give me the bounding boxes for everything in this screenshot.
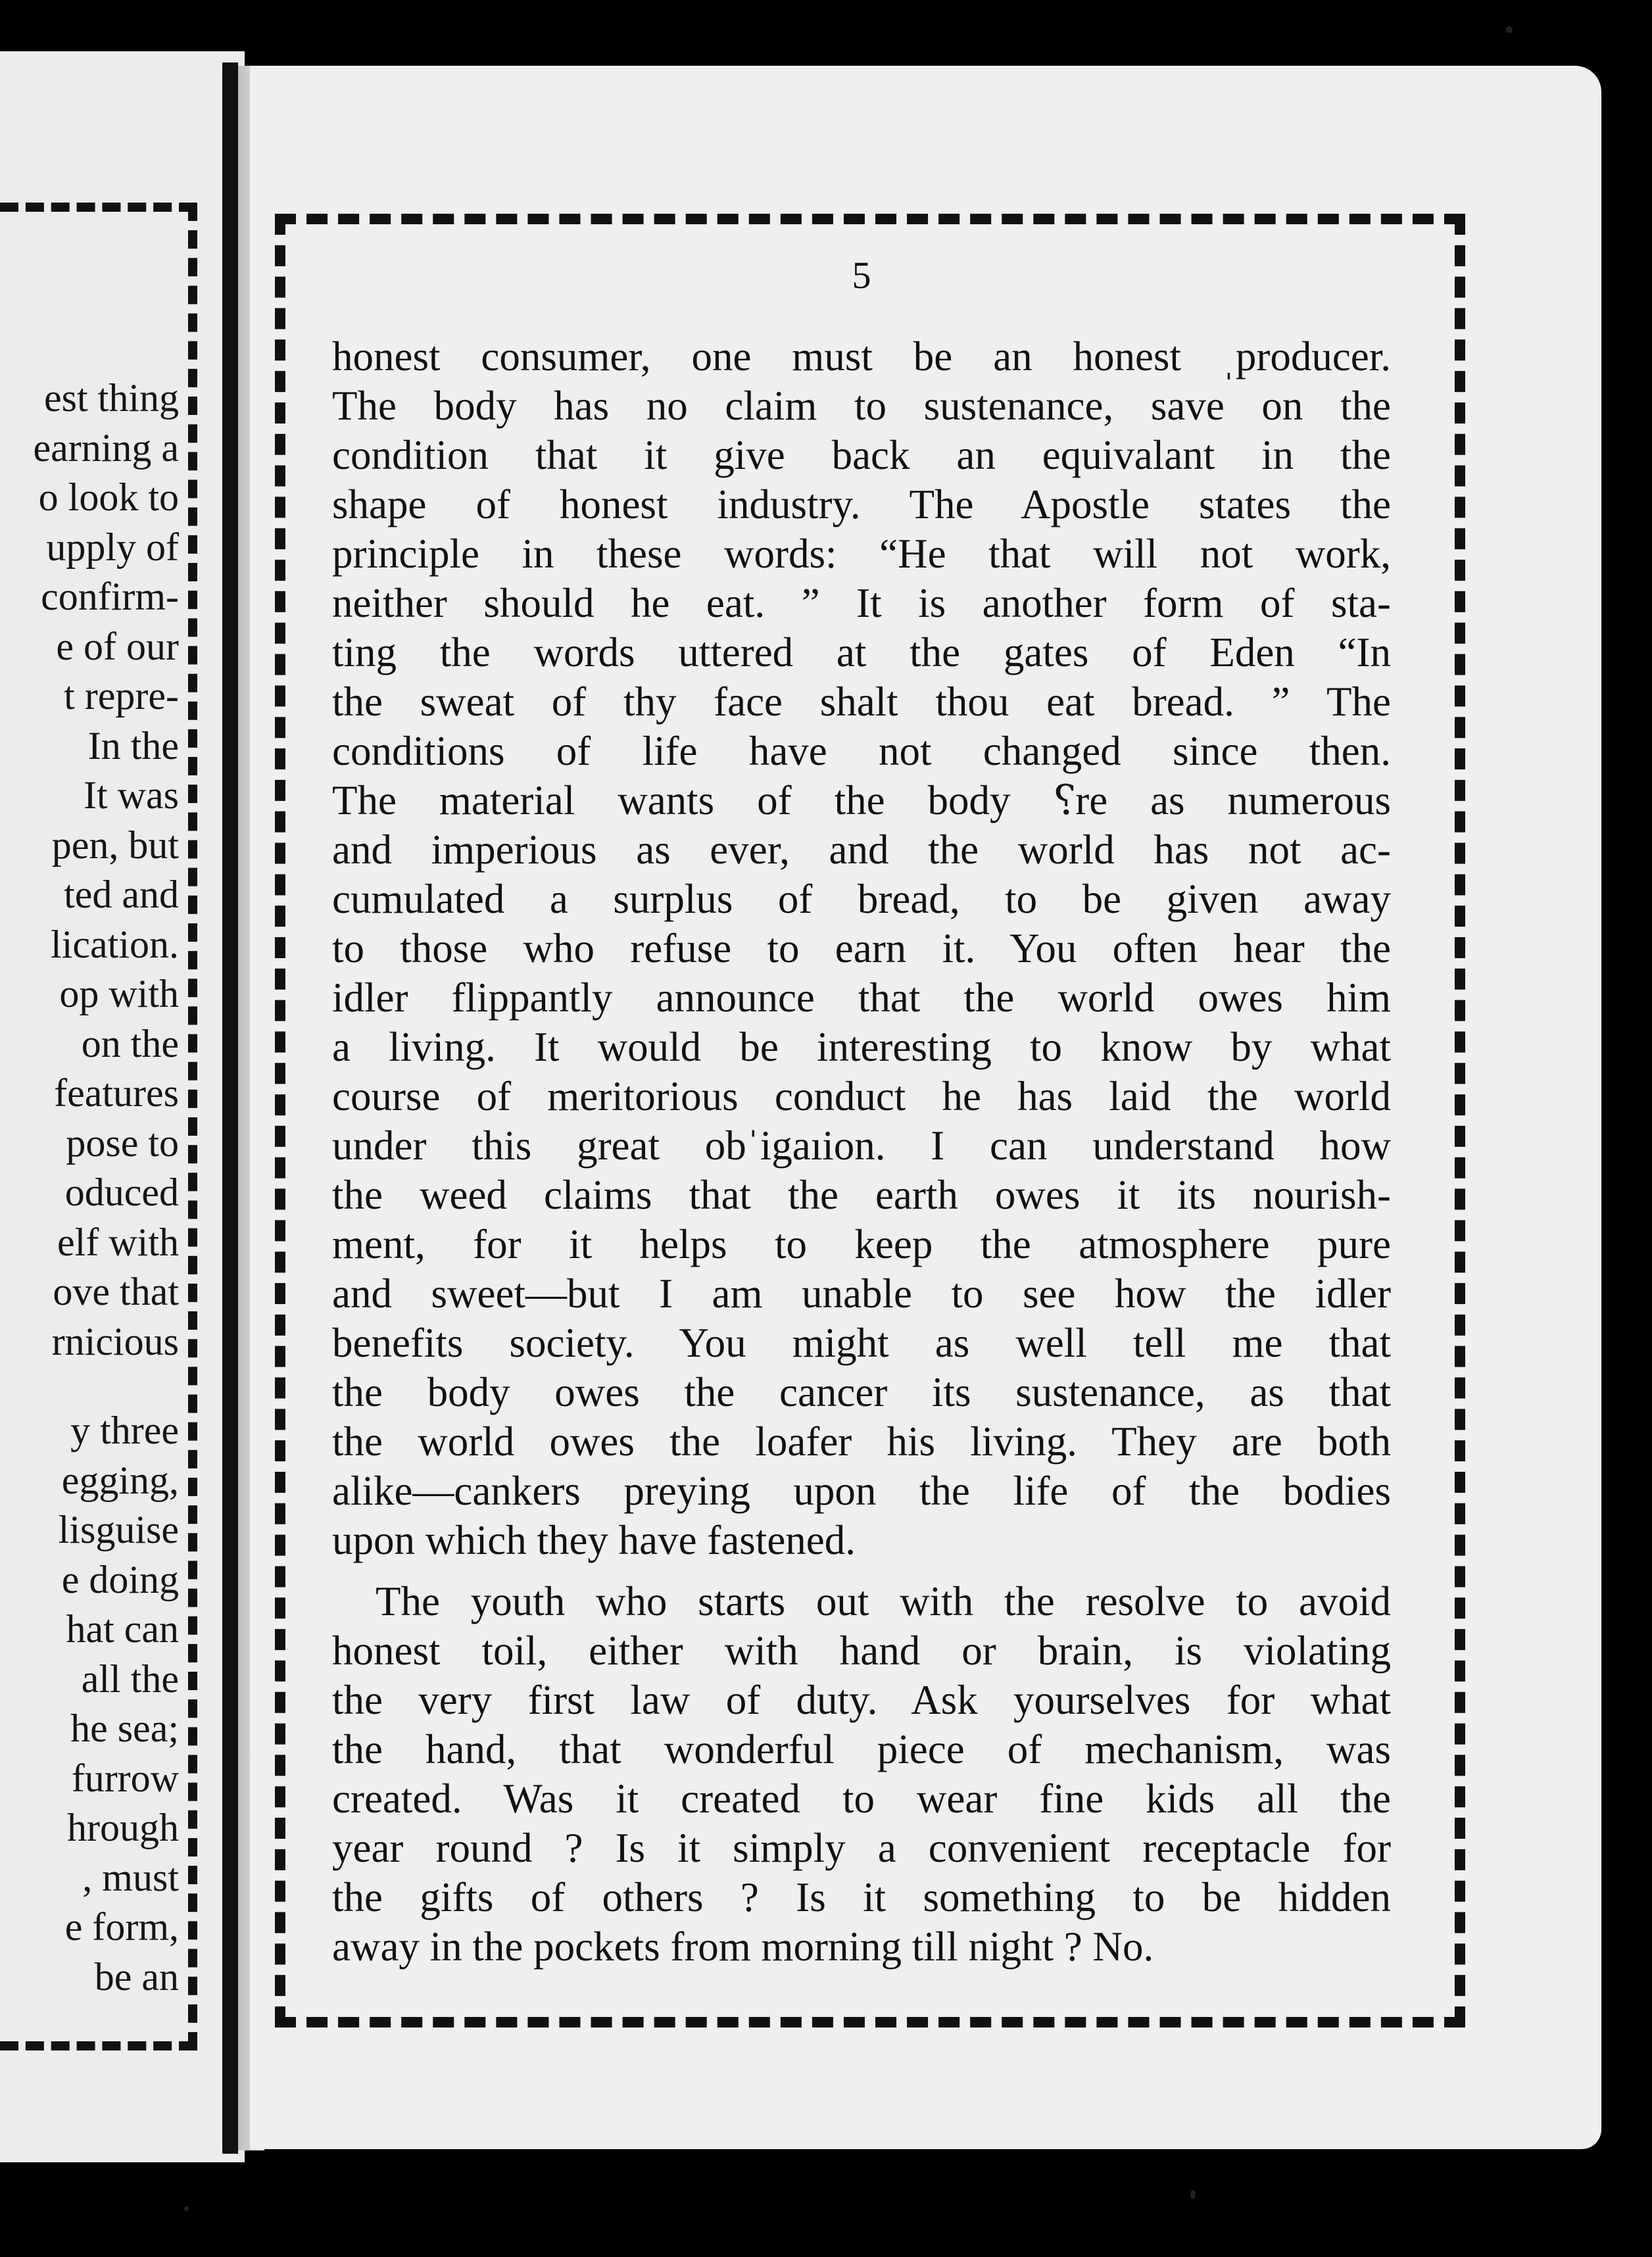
text-line: ting the words uttered at the gates of Eden “In bbox=[332, 629, 1391, 675]
text-line: the body owes the cancer its sustenance, as that bbox=[332, 1369, 1391, 1415]
fragment-line: rnicious bbox=[51, 1319, 179, 1363]
text-line: alike—cankers preying upon the life of the bodies bbox=[332, 1468, 1391, 1514]
text-line: The body has no claim to sustenance, save on the bbox=[332, 383, 1391, 429]
fragment-line: In the bbox=[87, 723, 179, 767]
fragment-line: earning a bbox=[33, 425, 179, 470]
page-body-text bbox=[332, 332, 1391, 1972]
fragment-line: furrow bbox=[71, 1756, 179, 1800]
text-line: honest toil, either with hand or brain, is violating bbox=[332, 1628, 1391, 1674]
text-line: the world owes the loafer his living. They are both bbox=[332, 1419, 1391, 1465]
text-line: The youth who starts out with the resolve to avoid bbox=[376, 1578, 1391, 1624]
fragment-line: ted and bbox=[64, 873, 179, 916]
text-line: and sweet—but I am unable to see how the idler bbox=[332, 1271, 1391, 1317]
text-line: to those who refuse to earn it. You often hear the bbox=[332, 925, 1391, 971]
fragment-line: op with bbox=[59, 972, 179, 1015]
dust-speck bbox=[1190, 2190, 1196, 2199]
fragment-line: elf with bbox=[57, 1220, 179, 1264]
text-line: and imperious as ever, and the world has not ac- bbox=[332, 827, 1391, 873]
dust-speck bbox=[184, 2206, 189, 2211]
text-line: the sweat of thy face shalt thou eat bread. ” The bbox=[332, 679, 1391, 725]
paragraph-2 bbox=[332, 1577, 1391, 1972]
fragment-line: pose to bbox=[66, 1121, 179, 1165]
text-line: The material wants of the body ⸮re as numerous bbox=[332, 777, 1391, 823]
fragment-line: e doing bbox=[61, 1557, 179, 1601]
text-line: year round ? Is it simply a convenient receptacle for bbox=[332, 1825, 1391, 1871]
fragment-line: on the bbox=[81, 1021, 179, 1065]
fragment-line: e of our bbox=[56, 624, 179, 668]
fragment-line: ove that bbox=[53, 1270, 179, 1313]
fragment-line: be an bbox=[94, 1954, 179, 1999]
text-line: the weed claims that the earth owes it its nourish- bbox=[332, 1172, 1391, 1218]
fragment-line: confirm- bbox=[41, 575, 179, 618]
text-line: shape of honest industry. The Apostle states the bbox=[332, 481, 1391, 527]
fragment-line: features bbox=[54, 1071, 179, 1115]
text-line: conditions of life have not changed since then. bbox=[332, 728, 1391, 774]
text-line: honest consumer, one must be an honest ˌproducer. bbox=[332, 333, 1391, 379]
fragment-line: hrough bbox=[67, 1806, 179, 1849]
text-line: benefits society. You might as well tell me that bbox=[332, 1320, 1391, 1366]
fragment-line: e form, bbox=[64, 1905, 179, 1949]
book-spine bbox=[222, 62, 238, 2154]
fragment-line: , must bbox=[82, 1855, 179, 1899]
text-line: away in the pockets from morning till night ? No. bbox=[332, 1924, 1154, 1970]
fragment-line: lisguise bbox=[58, 1508, 179, 1551]
previous-page-text bbox=[0, 374, 179, 2002]
fragment-line: upply of bbox=[46, 525, 179, 569]
text-line: under this great obˈigaıion. I can understand how bbox=[332, 1123, 1391, 1169]
text-line: a living. It would be interesting to know by what bbox=[332, 1024, 1391, 1070]
text-line: the hand, that wonderful piece of mechanism, was bbox=[332, 1726, 1391, 1772]
fragment-line: egging, bbox=[61, 1458, 179, 1502]
paragraph-1 bbox=[332, 332, 1391, 1565]
fragment-line: o look to bbox=[38, 475, 179, 519]
fragment-line: est thing bbox=[44, 376, 179, 420]
fragment-line: oduced bbox=[64, 1171, 179, 1214]
text-line: upon which they have fastened. bbox=[332, 1517, 856, 1563]
text-line: course of meritorious conduct he has laid the world bbox=[332, 1073, 1391, 1119]
text-line: idler flippantly announce that the world owes him bbox=[332, 975, 1391, 1021]
fragment-line: lication. bbox=[51, 922, 179, 966]
fragment-line: hat can bbox=[66, 1607, 179, 1651]
text-line: principle in these words: “He that will not work, bbox=[332, 531, 1391, 577]
text-line: cumulated a surplus of bread, to be given away bbox=[332, 876, 1391, 922]
fragment-line: all the bbox=[81, 1657, 179, 1701]
page-number: 5 bbox=[852, 254, 871, 297]
previous-page bbox=[0, 51, 245, 2162]
text-line: condition that it give back an equivalant in the bbox=[332, 432, 1391, 478]
text-line: created. Was it created to wear fine kids all the bbox=[332, 1776, 1391, 1822]
fragment-line: pen, but bbox=[51, 823, 179, 867]
fragment-line bbox=[0, 1367, 179, 1406]
text-line: neither should he eat. ” It is another form of sta- bbox=[332, 580, 1391, 626]
dust-speck bbox=[1506, 26, 1513, 33]
fragment-line: It was bbox=[84, 773, 179, 817]
text-line: ment, for it helps to keep the atmosphere pure bbox=[332, 1221, 1391, 1267]
text-line: the gifts of others ? Is it something to be hidden bbox=[332, 1874, 1391, 1920]
text-line: the very first law of duty. Ask yourselves for what bbox=[332, 1677, 1391, 1723]
fragment-line: y three bbox=[70, 1409, 179, 1452]
fragment-line: he sea; bbox=[70, 1707, 179, 1750]
fragment-line: t repre- bbox=[64, 674, 179, 717]
